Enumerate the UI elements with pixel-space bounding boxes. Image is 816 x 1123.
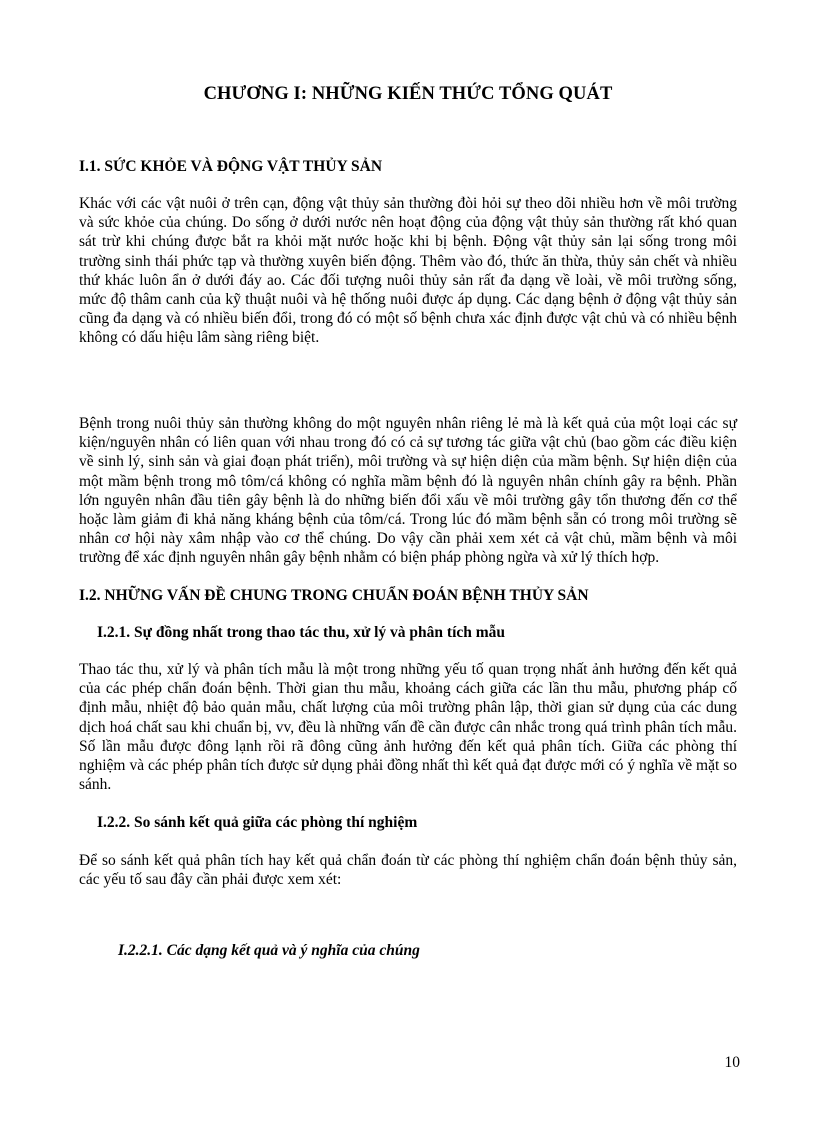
chapter-title: CHƯƠNG I: NHỮNG KIẾN THỨC TỔNG QUÁT	[203, 84, 613, 104]
subsection-heading-1-2-1: I.2.1. Sự đồng nhất trong thao tác thu, xử lý và phân tích mẫu	[97, 624, 506, 641]
section-1-1-paragraph-1: Khác với các vật nuôi ở trên cạn, động vật thủy sản thường đòi hỏi sự theo dõi nhiều hơn về môi trường và sức khỏe của chúng. Do sống ở dưới nước nên hoạt động của động vật thủy sản thường rất khó quan sát trừ khi chúng được bắt ra khỏi mặt nước hoặc khi bị bệnh. Động vật thủy sản lại sống trong môi trường sinh thái phức tạp và thường xuyên biến động. Thêm vào đó, thức ăn thừa, thủy sản chết và nhiều thứ khác luôn ẩn ở dưới đáy ao. Các đối tượng nuôi thủy sản rất đa dạng về loài, về môi trường sống, mức độ thâm canh của kỹ thuật nuôi và hệ thống nuôi được áp dụng. Các dạng bệnh ở động vật thủy sản cũng đa dạng và có nhiều biến đổi, trong đó có một số bệnh chưa xác định được vật chủ và có nhiều bệnh không có dấu hiệu lâm sàng riêng biệt.	[79, 195, 737, 347]
subsubsection-heading-1-2-2-1: I.2.2.1. Các dạng kết quả và ý nghĩa của chúng	[118, 942, 420, 959]
subsection-heading-1-2-2: I.2.2. So sánh kết quả giữa các phòng thí nghiệm	[97, 814, 418, 831]
subsection-1-2-2-paragraph: Để so sánh kết quả phân tích hay kết quả chẩn đoán từ các phòng thí nghiệm chẩn đoán bệnh thủy sản, các yếu tố sau đây cần phải được xem xét:	[79, 852, 737, 889]
section-1-1-paragraph-2: Bệnh trong nuôi thủy sản thường không do một nguyên nhân riêng lẻ mà là kết quả của một loại các sự kiện/nguyên nhân có liên quan với nhau trong đó có cả sự tương tác giữa vật chủ (bao gồm các điều kiện về sinh lý, sinh sản và giai đoạn phát triển), môi trường và sự hiện diện của mầm bệnh. Sự hiện diện của một mầm bệnh trong mô tôm/cá không có nghĩa mầm bệnh đó là nguyên nhân chính gây ra bệnh. Phần lớn nguyên nhân đầu tiên gây bệnh là do những biến đổi xấu về môi trường gây tổn thương đến cơ thể hoặc làm giảm đi khả năng kháng bệnh của tôm/cá. Trong lúc đó mầm bệnh sẵn có trong môi trường sẽ nhân cơ hội này xâm nhập vào cơ thể chúng. Do vậy cần phải xem xét cả vật chủ, mầm bệnh và môi trường để xác định nguyên nhân gây bệnh nhằm có biện pháp phòng ngừa và xử lý thích hợp.	[79, 415, 737, 567]
section-heading-1-1: I.1. SỨC KHỎE VÀ ĐỘNG VẬT THỦY SẢN	[79, 158, 383, 175]
subsection-1-2-1-paragraph: Thao tác thu, xử lý và phân tích mẫu là một trong những yếu tố quan trọng nhất ảnh hưởng đến kết quả của các phép chẩn đoán bệnh. Thời gian thu mẫu, khoảng cách giữa các lần thu mẫu, phương pháp cố định mẫu, nhiệt độ bảo quản mẫu, chất lượng của môi trường phân lập, thời gian sử dụng của các dung dịch hoá chất sau khi chuẩn bị, vv, đều là những vấn đề cần được cân nhắc trong quá trình phân tích mẫu. Số lần mẫu được đông lạnh rồi rã đông cũng ảnh hưởng đến kết quả phân tích. Giữa các phòng thí nghiệm và các phép phân tích được sử dụng phải đồng nhất thì kết quả đạt được mới có ý nghĩa về mặt so sánh.	[79, 661, 737, 794]
page-number: 10	[724, 1054, 740, 1071]
section-heading-1-2: I.2. NHỮNG VẤN ĐỀ CHUNG TRONG CHUẨN ĐOÁN BỆNH THỦY SẢN	[79, 587, 589, 604]
